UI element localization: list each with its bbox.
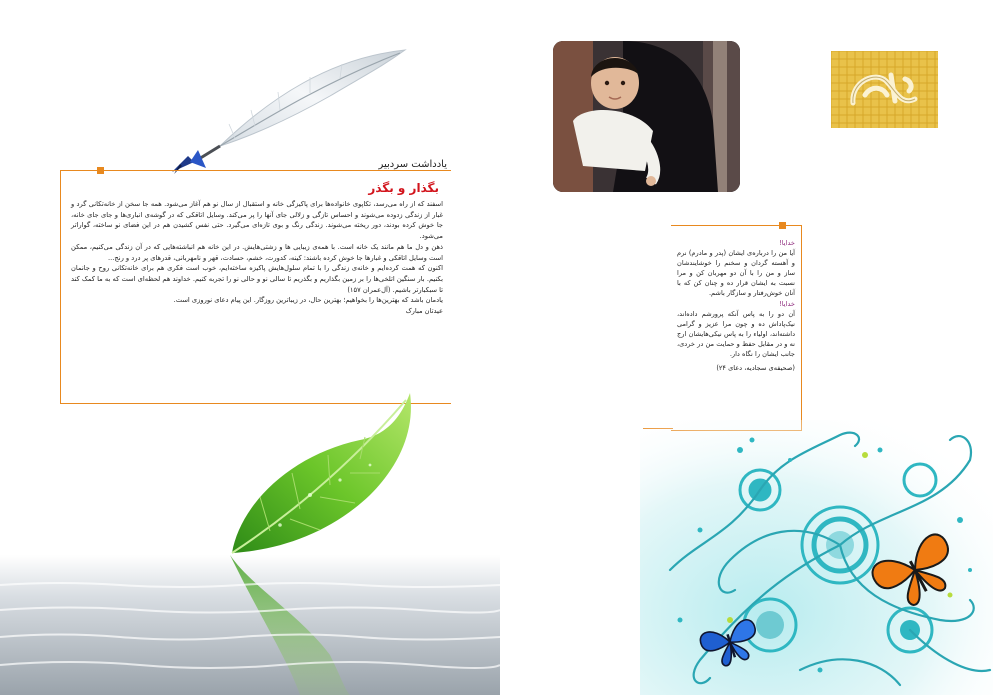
floral-butterfly-decoration: [640, 420, 993, 695]
prayer-paragraph: آیا من را درباره‌ی ایشان (پدر و مادرم) نرم و آهسته گردان و سخنم را خوشایندشان ساز و من را با آن دو مهربان کن و مرا نسبت به ایشان قرار ده و چنان کن که با آنان خوش‌رفتار و سازگار باشم.: [677, 249, 795, 298]
prayer-body: [677, 238, 795, 373]
editorial-paragraph: اسفند که از راه می‌رسد، تکاپوی خانواده‌ها برای پاکیزگی خانه و استقبال از سال نو هم آغاز می‌شود. همه جا سخن از خانه‌تکانی گرد و غبار از زندگی زدوده می‌شوند و احساس تازگی و زلالی جای آنها را پر می‌کند. وسایل اتاقکی که در گوشه‌ی انباری‌ها و جای جای خانه، جا خوش کرده بودند، دور ریخته می‌شوند. زندگی رنگ و بوی تازه‌ای می‌گیرد. حتی نفس کشیدن هم در این فضای نو ساخته، گواراتر می‌شود.: [71, 200, 443, 241]
editorial-box: [60, 159, 451, 404]
prayer-box: [671, 225, 802, 431]
editorial-paragraph: یادمان باشد که بهترین‌ها را بخواهیم؛ بهترین حال، در زیباترین روزگار. این پیام دعای نوروزی است.: [173, 296, 443, 305]
editorial-body: [71, 199, 443, 317]
editorial-heading: یادداشت سردبیر: [370, 159, 451, 170]
mother-child-illustration: [553, 41, 740, 192]
calligraphy-mosaic-tile: [831, 51, 938, 128]
mother-child-photo: [553, 41, 740, 192]
editorial-title: بگذار و بگذر: [368, 181, 439, 195]
prayer-heading: خدایا!: [779, 299, 795, 308]
prayer-source: (صحیفه‌ی سجادیه، دعای ۲۴): [716, 364, 795, 373]
quill-feather-image: [160, 38, 410, 178]
accent-dot: [779, 222, 786, 229]
prayer-paragraph: آن دو را به پاس آنکه پرورشم داده‌اند، نیک‌پاداش ده و چون مرا عزیز و گرامی داشته‌اند، اولیاء را به پاس نیکی‌هایشان ارج نه و در مقابل حفظ و حمایت من در خردی، جانب ایشان را نگاه دار.: [677, 309, 795, 359]
mosaic-illustration: [831, 51, 938, 128]
accent-dot: [97, 167, 104, 174]
editorial-paragraph: اکنون که همت کرده‌ایم و خانه‌ی زندگی را با تمام سلول‌هایش پاکیزه ساخته‌ایم، خوب است فکری هم برای خانه‌تکانی روح و جانمان بکنیم. بار سنگین اتلخی‌ها را بر زمین بگذاریم و بگذریم تا سالی نو و حالی نو را تجربه کنیم. خداوند هم لحظه‌ای است که به ما کمک کند تا سبکبارتر باشیم. (آل‌عمران ۱۵۷): [71, 264, 443, 294]
editorial-signoff: عید‌تان مبارک: [405, 307, 443, 316]
green-leaf-image: [210, 385, 440, 560]
water-reflection-image: [0, 555, 500, 695]
prayer-heading: خدایا!: [779, 239, 795, 247]
editorial-paragraph: ذهن و دل ما هم مانند یک خانه است. با همه‌ی زیبایی ها و زشتی‌هایش. در این خانه هم انباشته‌هایی که در آن زندگی می‌کنیم، ممکن است وسایل اتاقکی و غبارها جا خوش کرده باشند: کینه، کدورت، خشم، حسادت، قهر و نامهربانی، قدرهای پر درد و رنج...: [71, 242, 443, 262]
